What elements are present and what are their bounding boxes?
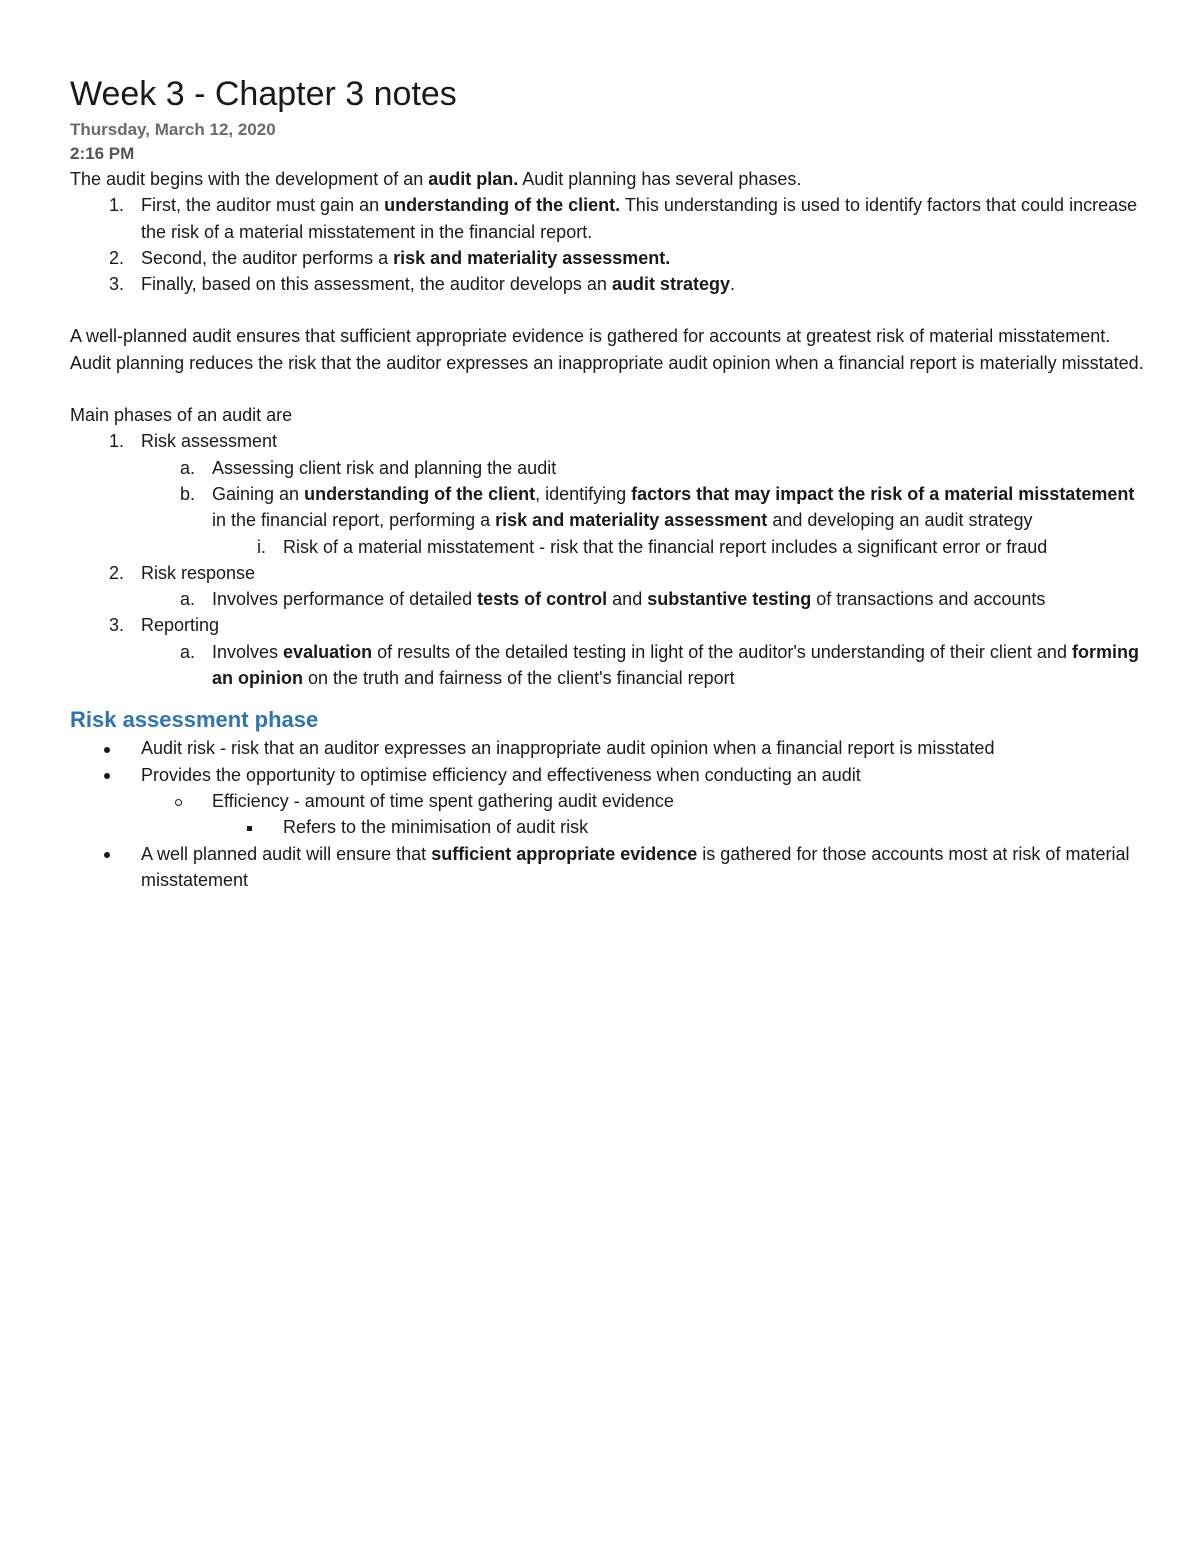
list-number: 3. xyxy=(108,274,124,295)
text-run: Involves xyxy=(212,641,284,662)
text-run: Assessing client risk and planning the audit xyxy=(212,457,557,478)
list-letter: a. xyxy=(179,589,195,610)
text-run: Involves performance of detailed xyxy=(212,589,478,610)
list-letter: a. xyxy=(179,457,195,478)
bullet-icon xyxy=(92,762,122,788)
text-run: Finally, based on this assessment, the auditor develops an xyxy=(141,274,612,295)
text-run: Efficiency - amount of time spent gathering audit evidence xyxy=(212,790,674,811)
list-item xyxy=(70,192,1150,245)
list-letter: b. xyxy=(179,483,195,504)
bold-run: forming an opinion xyxy=(212,641,1139,689)
list-number: 2. xyxy=(108,247,124,268)
square-bullet-icon xyxy=(234,814,264,840)
list-item xyxy=(70,814,1150,840)
list-item xyxy=(70,245,1150,271)
text-run: Risk assessment xyxy=(141,431,278,452)
list-roman: i. xyxy=(257,536,266,557)
list-item xyxy=(70,612,1150,638)
text-run: Provides the opportunity to optimise efficiency and effectiveness when conducting an audit xyxy=(141,764,861,785)
list-item xyxy=(70,428,1150,454)
text-run: , identifying xyxy=(535,483,632,504)
note-page xyxy=(70,74,1150,893)
text-run: Audit risk - risk that an auditor expresses an inappropriate audit opinion when a financial report is misstated xyxy=(141,738,995,759)
bold-run: risk and materiality assessment xyxy=(495,510,768,531)
spacer xyxy=(70,297,1150,323)
list-item xyxy=(70,639,1150,692)
page-title: Week 3 - Chapter 3 notes xyxy=(70,75,457,113)
text-run: Risk of a material misstatement - risk that the financial report includes a significant error or fraud xyxy=(283,536,1048,557)
main-phases-heading: Main phases of an audit are xyxy=(70,405,293,426)
text-run: of transactions and accounts xyxy=(811,589,1046,610)
list-letter: a. xyxy=(179,641,195,662)
text-run: is gathered for those accounts most at risk of material misstatement xyxy=(141,843,1130,890)
bullet-icon xyxy=(92,735,122,761)
spacer xyxy=(70,376,1150,402)
list-number: 1. xyxy=(108,431,124,452)
text-run: on the truth and fairness of the client's financial report xyxy=(302,668,735,689)
text-run: Gaining an xyxy=(212,483,305,504)
note-date: Thursday, March 12, 2020 xyxy=(70,120,276,139)
section-heading: Risk assessment phase xyxy=(70,707,319,733)
list-item xyxy=(70,586,1150,612)
text-run: Reporting xyxy=(141,615,220,636)
text-run: of results of the detailed testing in light of the auditor's understanding of their client and xyxy=(372,641,1072,662)
list-item xyxy=(70,455,1150,481)
text-run: Refers to the minimisation of audit risk xyxy=(283,817,589,838)
list-item xyxy=(70,762,1150,788)
list-item xyxy=(70,735,1150,761)
bold-run: risk and materiality assessment. xyxy=(393,247,671,268)
text-run: The audit begins with the development of an xyxy=(70,169,429,189)
bold-run: audit plan. xyxy=(428,169,519,189)
planning-paragraph: A well-planned audit ensures that sufficient appropriate evidence is gathered for accounts at greatest risk of material misstatement. Audit planning reduces the risk that the auditor expresses an inappropriate audit opinion when a financial report is materially misstated. xyxy=(70,326,1144,373)
bold-run: understanding of the client xyxy=(304,483,536,504)
bold-run: substantive testing xyxy=(647,589,812,610)
text-run: A well planned audit will ensure that xyxy=(141,843,432,864)
text-run: and xyxy=(607,589,648,610)
list-item xyxy=(70,841,1150,894)
list-item xyxy=(70,560,1150,586)
bold-run: sufficient appropriate evidence xyxy=(431,843,698,864)
text-run: . xyxy=(729,274,735,295)
text-run: in the financial report, performing a xyxy=(212,510,496,531)
list-item xyxy=(70,271,1150,297)
list-item xyxy=(70,788,1150,814)
text-run: This understanding is used to identify factors that could increase the risk of a material misstatement in the financial report. xyxy=(141,195,1138,242)
bold-run: understanding of the client. xyxy=(384,195,621,216)
bold-run: tests of control xyxy=(477,589,608,610)
bold-run: audit strategy xyxy=(611,274,730,295)
text-run: and developing an audit strategy xyxy=(767,510,1033,531)
list-item xyxy=(70,534,1150,560)
hollow-bullet-icon xyxy=(163,788,193,814)
list-number: 1. xyxy=(108,195,124,216)
text-run: Second, the auditor performs a xyxy=(141,247,394,268)
list-number: 3. xyxy=(108,615,124,636)
intro-paragraph xyxy=(70,166,1150,192)
note-time: 2:16 PM xyxy=(70,144,135,163)
bold-run: factors that may impact the risk of a material misstatement xyxy=(631,483,1135,504)
bold-run: evaluation xyxy=(283,641,373,662)
bullet-icon xyxy=(92,841,122,867)
text-run: Audit planning has several phases. xyxy=(518,169,802,189)
text-run: Risk response xyxy=(141,562,256,583)
list-number: 2. xyxy=(108,562,124,583)
text-run: First, the auditor must gain an xyxy=(141,195,385,216)
list-item xyxy=(70,481,1150,534)
